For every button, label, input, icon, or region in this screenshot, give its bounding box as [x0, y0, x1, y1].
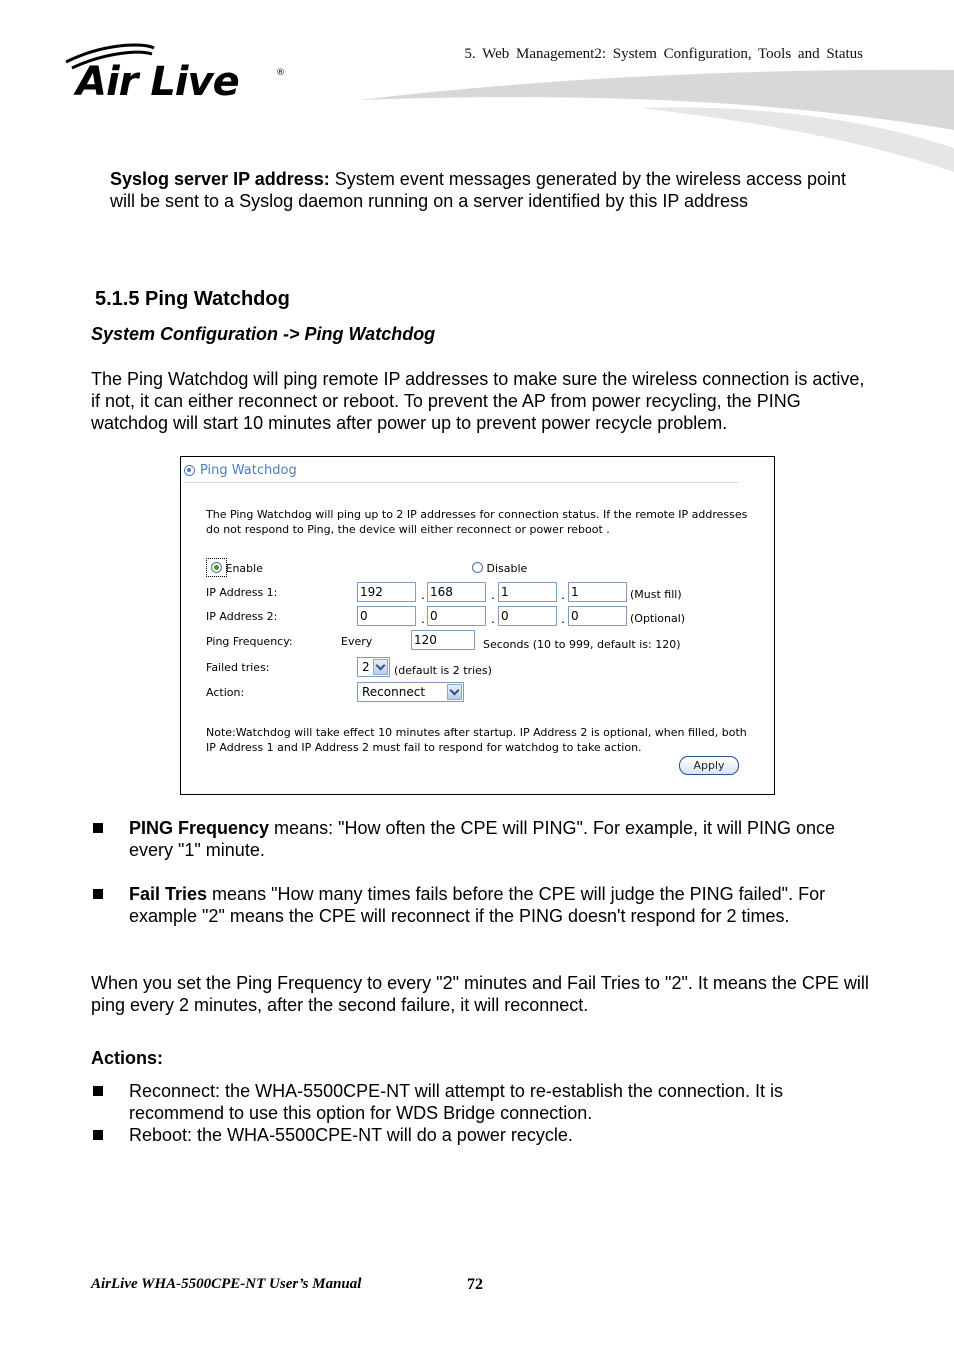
reboot-bullet: Reboot: the WHA-5500CPE-NT will do a power recycle.: [129, 1125, 573, 1145]
panel-description: The Ping Watchdog will ping up to 2 IP addresses for connection status. If the remote IP addresses do not respond to Ping, the device will either reconnect or power reboot .: [206, 508, 748, 536]
tries-value: 2: [362, 660, 370, 674]
ip1-octet-3[interactable]: 1: [498, 582, 557, 602]
panel-note: Note:Watchdog will take effect 10 minutes after startup. IP Address 2 is optional, when filled, both IP Address 1 and IP Address 2 must fail to respond for watchdog to take action.: [206, 726, 747, 754]
chapter-header: 5. Web Management2: System Configuration, Tools and Status: [464, 46, 863, 62]
fail-term: Fail Tries: [129, 884, 208, 904]
action-select[interactable]: [357, 682, 464, 702]
example-paragraph: When you set the Ping Frequency to every "2" minutes and Fail Tries to "2". It means the CPE will ping every 2 minutes, after the second failure, it will reconnect.: [91, 973, 869, 1015]
target-icon: [184, 465, 195, 476]
bullet-square: [93, 889, 103, 899]
ip2-octet-3[interactable]: 0: [498, 606, 557, 626]
chevron-down-icon[interactable]: [447, 684, 462, 700]
ping-term: PING Frequency: [129, 818, 270, 838]
bullet-square: [93, 1086, 103, 1096]
ip2-octet-2[interactable]: 0: [427, 606, 486, 626]
ip1-label: IP Address 1:: [206, 586, 278, 599]
logo-registered-mark: ®: [276, 68, 285, 78]
ip2-octet-4[interactable]: 0: [568, 606, 627, 626]
disable-radio[interactable]: [472, 562, 483, 573]
reconnect-bullet: Reconnect: the WHA-5500CPE-NT will attempt to re-establish the connection. It is recommend to use this option for WDS Bridge connection.: [129, 1081, 783, 1123]
ip2-note: (Optional): [630, 612, 686, 625]
syslog-text: System event messages generated by the wireless access point will be sent to a Syslog daemon running on a server identified by this IP address: [110, 169, 847, 211]
freq-note: Seconds (10 to 999, default is: 120): [483, 638, 681, 651]
tries-note: (default is 2 tries): [394, 664, 492, 677]
bullet-square: [93, 823, 103, 833]
panel-title: [184, 463, 297, 478]
ip2-dot: .: [421, 612, 425, 626]
airlive-logo: [62, 42, 292, 106]
ip2-label: IP Address 2:: [206, 610, 278, 623]
ping-watchdog-panel: [180, 456, 775, 795]
fail-tries-bullet: [129, 883, 874, 927]
ping-frequency-bullet: [129, 817, 874, 861]
bullet-square: [93, 1130, 103, 1140]
ip1-dot: .: [561, 588, 565, 602]
panel-divider: [183, 482, 738, 483]
logo-text: Air Live: [76, 59, 239, 105]
ip1-dot: .: [421, 588, 425, 602]
ip2-dot: .: [561, 612, 565, 626]
actions-title: Actions:: [91, 1048, 163, 1068]
action-value: Reconnect: [362, 685, 426, 699]
disable-label: Disable: [486, 562, 528, 575]
fail-text: means "How many times fails before the CPE will judge the PING failed". For example "2" means the CPE will reconnect if the PING doesn't respond for 2 times.: [129, 884, 826, 926]
section-intro: The Ping Watchdog will ping remote IP addresses to make sure the wireless connection is active, if not, it can either reconnect or reboot. To prevent the AP from power recycling, the PING watchdog will start 10 minutes after power up to prevent power recycle problem.: [91, 369, 865, 433]
panel-title-text: Ping Watchdog: [200, 463, 297, 478]
chevron-down-icon[interactable]: [373, 659, 388, 675]
apply-button[interactable]: Apply: [679, 756, 739, 775]
ip1-note: (Must fill): [630, 588, 682, 601]
ip1-dot: .: [491, 588, 495, 602]
header-swoosh-decoration: [340, 60, 954, 180]
ip2-octet-1[interactable]: 0: [357, 606, 416, 626]
tries-select[interactable]: [357, 657, 390, 677]
ip2-dot: .: [491, 612, 495, 626]
disable-option[interactable]: [472, 561, 527, 576]
enable-option[interactable]: [211, 561, 263, 576]
freq-input[interactable]: 120: [411, 630, 475, 650]
enable-radio[interactable]: [211, 562, 222, 573]
footer-manual-title: AirLive WHA-5500CPE-NT User’s Manual: [91, 1276, 362, 1292]
ip1-octet-1[interactable]: 192: [357, 582, 416, 602]
section-title: 5.1.5 Ping Watchdog: [95, 288, 290, 310]
ip1-octet-2[interactable]: 168: [427, 582, 486, 602]
enable-label: Enable: [225, 562, 263, 575]
syslog-paragraph: [110, 168, 870, 212]
ping-text: means: "How often the CPE will PING". For example, it will PING once every "1" minute.: [129, 818, 836, 860]
section-path: System Configuration -> Ping Watchdog: [91, 324, 436, 344]
action-label: Action:: [206, 686, 245, 699]
freq-label: Ping Frequency:: [206, 635, 293, 648]
syslog-label: Syslog server IP address:: [110, 169, 330, 189]
ip1-octet-4[interactable]: 1: [568, 582, 627, 602]
freq-every: Every: [341, 635, 373, 648]
footer-page-number: 72: [467, 1276, 483, 1293]
tries-label: Failed tries:: [206, 661, 270, 674]
